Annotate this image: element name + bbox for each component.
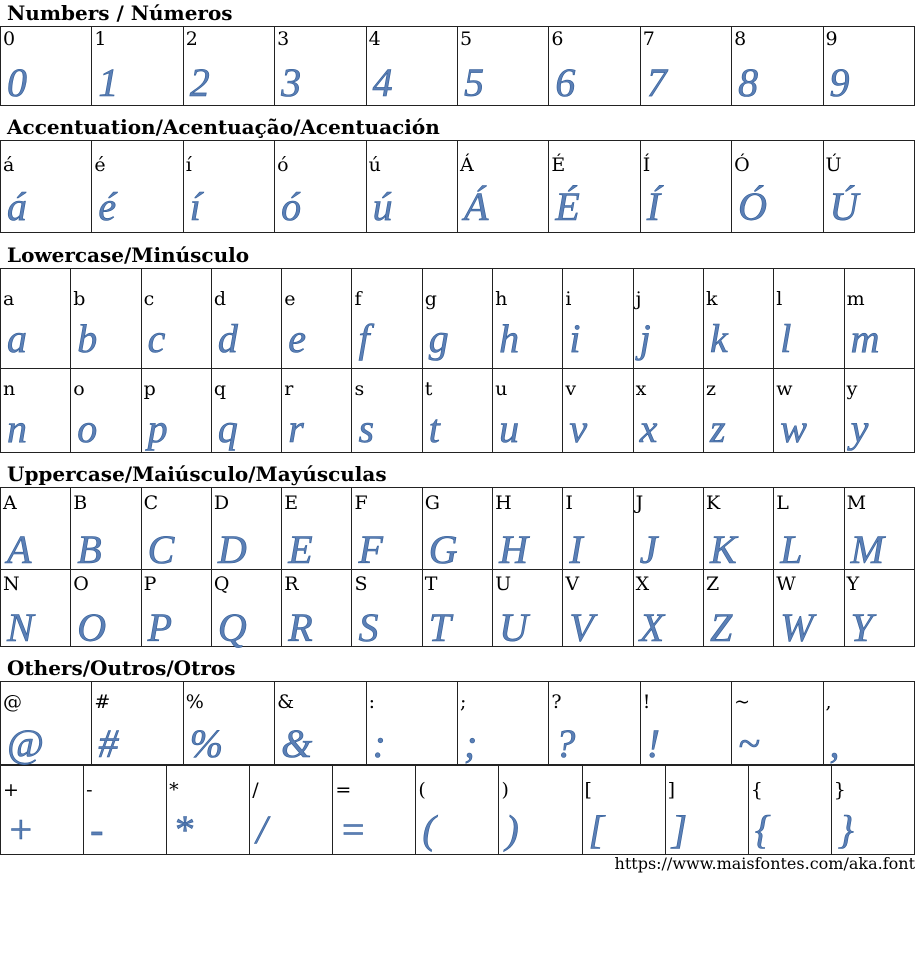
- glyph-cell: [71, 369, 141, 453]
- glyph-label: *: [169, 779, 179, 801]
- others-grid-2: [0, 765, 915, 855]
- glyph-cell: [141, 488, 211, 570]
- glyph-sample: t: [428, 406, 440, 451]
- glyph-sample: q: [217, 406, 238, 451]
- glyph-cell: [640, 27, 731, 106]
- glyph-sample: K: [709, 527, 737, 572]
- glyph-cell: [422, 570, 492, 650]
- glyph-label: S: [354, 573, 368, 595]
- glyph-label: x: [635, 378, 647, 400]
- glyph-sample: i: [569, 316, 581, 361]
- glyph-sample: S: [358, 605, 379, 650]
- glyph-label: -: [86, 779, 93, 801]
- glyph-label: ~: [734, 691, 751, 713]
- glyph-label: Í: [642, 154, 651, 176]
- glyph-label: @: [3, 691, 22, 713]
- glyph-cell: [422, 488, 492, 570]
- glyph-label: ]: [667, 779, 676, 801]
- glyph-cell: [493, 369, 563, 453]
- glyph-cell: [774, 269, 844, 369]
- glyph-sample: h: [499, 316, 520, 361]
- glyph-sample: g: [428, 316, 449, 361]
- glyph-cell: [71, 488, 141, 570]
- glyph-sample: Q: [217, 605, 247, 650]
- glyph-sample: W: [780, 605, 814, 650]
- lowercase-grid: [0, 268, 915, 453]
- glyph-cell: [333, 766, 416, 855]
- glyph-label: g: [424, 288, 437, 310]
- glyph-sample: P: [147, 605, 173, 650]
- uppercase-title: Uppercase/Maiúsculo/Mayúsculas: [7, 462, 387, 486]
- glyph-cell: [211, 570, 281, 650]
- glyph-cell: [703, 369, 773, 453]
- glyph-label: =: [335, 779, 352, 801]
- glyph-cell: [493, 488, 563, 570]
- glyph-cell: [1, 570, 71, 650]
- glyph-cell: [493, 570, 563, 650]
- glyph-sample: T: [428, 605, 452, 650]
- glyph-label: #: [94, 691, 111, 713]
- glyph-sample: ;: [463, 721, 478, 766]
- glyph-cell: [1, 141, 92, 233]
- glyph-label: j: [635, 288, 642, 310]
- glyph-cell: [211, 488, 281, 570]
- glyph-label: 1: [94, 28, 107, 50]
- glyph-sample: 2: [189, 60, 210, 105]
- glyph-label: c: [143, 288, 155, 310]
- glyph-label: 7: [642, 28, 655, 50]
- others-title: Others/Outros/Otros: [7, 656, 236, 680]
- glyph-label: Ú: [825, 154, 842, 176]
- glyph-label: z: [705, 378, 716, 400]
- glyph-sample: j: [639, 316, 651, 361]
- glyph-cell: [71, 570, 141, 650]
- glyph-sample: ): [505, 807, 519, 852]
- glyph-sample: u: [499, 406, 520, 451]
- glyph-label: O: [73, 573, 89, 595]
- glyph-cell: [563, 488, 633, 570]
- glyph-label: p: [143, 378, 156, 400]
- glyph-label: A: [3, 492, 17, 514]
- glyph-label: 0: [3, 28, 16, 50]
- glyph-sample: ,: [829, 721, 840, 766]
- glyph-cell: [183, 27, 274, 106]
- glyph-cell: [823, 141, 914, 233]
- glyph-cell: [457, 141, 548, 233]
- glyph-cell: [366, 141, 457, 233]
- glyph-cell: [703, 570, 773, 650]
- glyph-sample: R: [288, 605, 313, 650]
- glyph-label: y: [846, 378, 858, 400]
- glyph-sample: 9: [829, 60, 850, 105]
- others-grid-1: [0, 681, 915, 765]
- glyph-label: o: [73, 378, 85, 400]
- glyph-cell: [499, 766, 582, 855]
- glyph-label: P: [143, 573, 157, 595]
- numbers-grid: [0, 26, 915, 106]
- glyph-label: 9: [825, 28, 838, 50]
- glyph-label: X: [635, 573, 650, 595]
- glyph-label: a: [3, 288, 15, 310]
- glyph-label: n: [3, 378, 16, 400]
- glyph-sample: F: [358, 527, 383, 572]
- glyph-sample: c: [147, 316, 166, 361]
- glyph-cell: [493, 269, 563, 369]
- glyph-sample: :: [372, 721, 386, 766]
- glyph-label: r: [284, 378, 294, 400]
- glyph-label: +: [3, 779, 19, 801]
- glyph-label: E: [284, 492, 299, 514]
- glyph-sample: 7: [646, 60, 667, 105]
- glyph-label: u: [495, 378, 508, 400]
- glyph-cell: [84, 766, 167, 855]
- glyph-cell: [282, 369, 352, 453]
- footer-url: https://www.maisfontes.com/aka.font: [614, 854, 915, 873]
- glyph-cell: [141, 570, 211, 650]
- glyph-label: á: [3, 154, 15, 176]
- glyph-label: %: [185, 691, 204, 713]
- glyph-sample: I: [569, 527, 583, 572]
- glyph-label: k: [705, 288, 718, 310]
- glyph-sample: E: [288, 527, 313, 572]
- glyph-label: s: [354, 378, 365, 400]
- glyph-sample: #: [98, 721, 119, 766]
- glyph-sample: s: [358, 406, 375, 451]
- lowercase-row: [1, 369, 915, 453]
- glyph-sample: M: [850, 527, 884, 572]
- lowercase-row: [1, 269, 915, 369]
- glyph-sample: /: [256, 807, 268, 852]
- glyph-cell: [422, 269, 492, 369]
- glyph-label: {: [750, 779, 763, 801]
- glyph-label: 2: [185, 28, 198, 50]
- glyph-sample: f: [358, 316, 370, 361]
- glyph-sample: {: [754, 807, 771, 852]
- glyph-cell: [563, 369, 633, 453]
- glyph-label: K: [705, 492, 721, 514]
- glyph-label: C: [143, 492, 159, 514]
- glyph-sample: [: [588, 807, 605, 852]
- glyph-label: T: [424, 573, 438, 595]
- glyph-sample: b: [77, 316, 98, 361]
- glyph-cell: [563, 570, 633, 650]
- glyph-sample: X: [639, 605, 665, 650]
- glyph-sample: 8: [738, 60, 759, 105]
- glyph-sample: !: [646, 721, 661, 766]
- glyph-sample: w: [780, 406, 807, 451]
- glyph-sample: C: [147, 527, 175, 572]
- glyph-sample: H: [499, 527, 528, 572]
- glyph-label: !: [642, 691, 651, 713]
- glyph-cell: [549, 682, 640, 765]
- glyph-cell: [774, 570, 844, 650]
- glyph-label: G: [424, 492, 440, 514]
- glyph-sample: r: [288, 406, 304, 451]
- uppercase-row: [1, 488, 915, 570]
- glyph-label: v: [565, 378, 577, 400]
- glyph-cell: [457, 27, 548, 106]
- numbers-title: Numbers / Números: [7, 1, 233, 25]
- glyph-label: I: [565, 492, 573, 514]
- glyph-label: :: [368, 691, 375, 713]
- glyph-label: 6: [551, 28, 564, 50]
- glyph-label: Ó: [734, 154, 750, 176]
- glyph-sample: *: [173, 807, 194, 852]
- glyph-label: h: [495, 288, 508, 310]
- glyph-cell: [352, 488, 422, 570]
- glyph-cell: [352, 369, 422, 453]
- glyph-cell: [831, 766, 914, 855]
- glyph-sample: Í: [646, 184, 661, 229]
- glyph-sample: l: [780, 316, 792, 361]
- glyph-cell: [774, 369, 844, 453]
- glyph-sample: ~: [738, 721, 760, 766]
- glyph-label: ú: [368, 154, 381, 176]
- glyph-label: Y: [846, 573, 860, 595]
- glyph-label: 3: [277, 28, 290, 50]
- others-row: [1, 682, 915, 765]
- glyph-sample: -: [90, 807, 104, 852]
- glyph-label: [: [584, 779, 592, 801]
- glyph-sample: J: [639, 527, 658, 572]
- glyph-label: (: [418, 779, 426, 801]
- glyph-cell: [1, 369, 71, 453]
- glyph-sample: =: [339, 807, 367, 852]
- glyph-cell: [282, 269, 352, 369]
- glyph-sample: 5: [463, 60, 484, 105]
- glyph-label: F: [354, 492, 368, 514]
- glyph-cell: [282, 570, 352, 650]
- glyph-cell: [1, 682, 92, 765]
- accents-row: [1, 141, 915, 233]
- glyph-sample: L: [780, 527, 803, 572]
- glyph-label: m: [846, 288, 865, 310]
- glyph-sample: 3: [281, 60, 302, 105]
- glyph-sample: k: [709, 316, 728, 361]
- glyph-sample: o: [77, 406, 98, 451]
- glyph-label: H: [495, 492, 512, 514]
- uppercase-grid: [0, 487, 915, 650]
- glyph-cell: [352, 269, 422, 369]
- glyph-label: Á: [459, 154, 474, 176]
- glyph-sample: V: [569, 605, 594, 650]
- glyph-cell: [549, 27, 640, 106]
- glyph-sample: í: [189, 184, 201, 229]
- glyph-label: D: [213, 492, 230, 514]
- glyph-label: í: [185, 154, 192, 176]
- glyph-label: 8: [734, 28, 747, 50]
- glyph-cell: [1, 269, 71, 369]
- glyph-label: /: [252, 779, 259, 801]
- glyph-cell: [211, 369, 281, 453]
- glyph-sample: p: [147, 406, 168, 451]
- glyph-label: 5: [459, 28, 473, 50]
- glyph-cell: [1, 27, 92, 106]
- glyph-label: U: [495, 573, 512, 595]
- glyph-sample: d: [217, 316, 238, 361]
- glyph-label: M: [846, 492, 867, 514]
- glyph-cell: [250, 766, 333, 855]
- accents-grid: [0, 140, 915, 233]
- glyph-sample: O: [77, 605, 107, 650]
- glyph-sample: A: [7, 527, 32, 572]
- glyph-cell: [732, 682, 823, 765]
- glyph-sample: y: [850, 406, 869, 451]
- glyph-label: L: [776, 492, 789, 514]
- glyph-sample: @: [7, 721, 44, 766]
- glyph-cell: [92, 141, 183, 233]
- glyph-cell: [640, 682, 731, 765]
- glyph-sample: 4: [372, 60, 393, 105]
- glyph-cell: [366, 27, 457, 106]
- glyph-cell: [366, 682, 457, 765]
- glyph-cell: [633, 369, 703, 453]
- glyph-sample: (: [422, 807, 436, 852]
- glyph-sample: á: [7, 184, 27, 229]
- glyph-cell: [748, 766, 831, 855]
- glyph-cell: [844, 488, 914, 570]
- glyph-sample: B: [77, 527, 102, 572]
- glyph-cell: [141, 369, 211, 453]
- glyph-cell: [275, 27, 366, 106]
- glyph-sample: a: [7, 316, 27, 361]
- glyph-cell: [275, 682, 366, 765]
- glyph-label: b: [73, 288, 86, 310]
- glyph-cell: [640, 141, 731, 233]
- glyph-label: Z: [705, 573, 720, 595]
- glyph-cell: [282, 488, 352, 570]
- glyph-cell: [92, 27, 183, 106]
- glyph-sample: n: [7, 406, 27, 451]
- glyph-sample: ó: [281, 184, 302, 229]
- glyph-label: ;: [459, 691, 467, 713]
- glyph-label: i: [565, 288, 572, 310]
- glyph-cell: [211, 269, 281, 369]
- glyph-label: ?: [551, 691, 562, 713]
- glyph-sample: Ó: [738, 184, 768, 229]
- glyph-cell: [183, 682, 274, 765]
- glyph-cell: [665, 766, 748, 855]
- glyph-label: N: [3, 573, 20, 595]
- glyph-label: ): [501, 779, 509, 801]
- numbers-row: [1, 27, 915, 106]
- glyph-label: V: [565, 573, 580, 595]
- glyph-sample: +: [7, 807, 34, 852]
- glyph-sample: ]: [671, 807, 688, 852]
- glyph-sample: É: [555, 184, 580, 229]
- glyph-sample: e: [288, 316, 306, 361]
- glyph-cell: [633, 269, 703, 369]
- glyph-label: Q: [213, 573, 230, 595]
- glyph-sample: x: [639, 406, 658, 451]
- glyph-label: É: [551, 154, 566, 176]
- glyph-sample: z: [709, 406, 726, 451]
- glyph-cell: [92, 682, 183, 765]
- glyph-cell: [167, 766, 250, 855]
- glyph-sample: }: [837, 807, 854, 852]
- glyph-label: B: [73, 492, 88, 514]
- uppercase-row: [1, 570, 915, 647]
- glyph-cell: [823, 27, 914, 106]
- glyph-cell: [183, 141, 274, 233]
- glyph-sample: 6: [555, 60, 576, 105]
- glyph-cell: [457, 682, 548, 765]
- glyph-cell: [633, 570, 703, 650]
- glyph-cell: [549, 141, 640, 233]
- glyph-label: W: [776, 573, 796, 595]
- glyph-sample: N: [7, 605, 34, 650]
- glyph-sample: 0: [7, 60, 27, 105]
- glyph-sample: Ú: [829, 184, 859, 229]
- glyph-sample: %: [189, 721, 224, 766]
- glyph-cell: [774, 488, 844, 570]
- glyph-cell: [563, 269, 633, 369]
- glyph-sample: Y: [850, 605, 873, 650]
- accents-title: Accentuation/Acentuação/Acentuación: [7, 115, 440, 139]
- glyph-label: f: [354, 288, 362, 310]
- glyph-cell: [732, 141, 823, 233]
- glyph-sample: 1: [98, 60, 119, 105]
- glyph-label: &: [277, 691, 295, 713]
- glyph-sample: D: [217, 527, 247, 572]
- glyph-cell: [71, 269, 141, 369]
- glyph-sample: &: [281, 721, 313, 766]
- glyph-sample: m: [850, 316, 880, 361]
- glyph-label: J: [635, 492, 644, 514]
- glyph-cell: [1, 766, 84, 855]
- glyph-label: e: [284, 288, 296, 310]
- glyph-label: q: [213, 378, 227, 400]
- glyph-sample: ?: [555, 721, 576, 766]
- glyph-cell: [823, 682, 914, 765]
- glyph-sample: G: [428, 527, 458, 572]
- glyph-sample: Á: [463, 184, 489, 229]
- glyph-label: d: [213, 288, 227, 310]
- glyph-label: é: [94, 154, 106, 176]
- glyph-cell: [141, 269, 211, 369]
- glyph-sample: Z: [709, 605, 733, 650]
- others-row: [1, 766, 915, 855]
- glyph-cell: [422, 369, 492, 453]
- glyph-label: R: [284, 573, 299, 595]
- glyph-cell: [416, 766, 499, 855]
- glyph-cell: [732, 27, 823, 106]
- glyph-cell: [1, 488, 71, 570]
- glyph-label: ó: [277, 154, 289, 176]
- glyph-sample: v: [569, 406, 588, 451]
- glyph-label: }: [833, 779, 846, 801]
- glyph-label: l: [776, 288, 783, 310]
- glyph-label: ,: [825, 691, 832, 713]
- glyph-sample: U: [499, 605, 528, 650]
- glyph-label: w: [776, 378, 793, 400]
- lowercase-title: Lowercase/Minúsculo: [7, 243, 250, 267]
- glyph-sample: ú: [372, 184, 393, 229]
- glyph-cell: [844, 369, 914, 453]
- glyph-cell: [703, 488, 773, 570]
- glyph-label: 4: [368, 28, 381, 50]
- glyph-cell: [703, 269, 773, 369]
- glyph-label: t: [424, 378, 433, 400]
- glyph-cell: [275, 141, 366, 233]
- glyph-cell: [844, 570, 914, 650]
- glyph-cell: [582, 766, 665, 855]
- glyph-sample: é: [98, 184, 117, 229]
- glyph-cell: [633, 488, 703, 570]
- glyph-cell: [844, 269, 914, 369]
- glyph-cell: [352, 570, 422, 650]
